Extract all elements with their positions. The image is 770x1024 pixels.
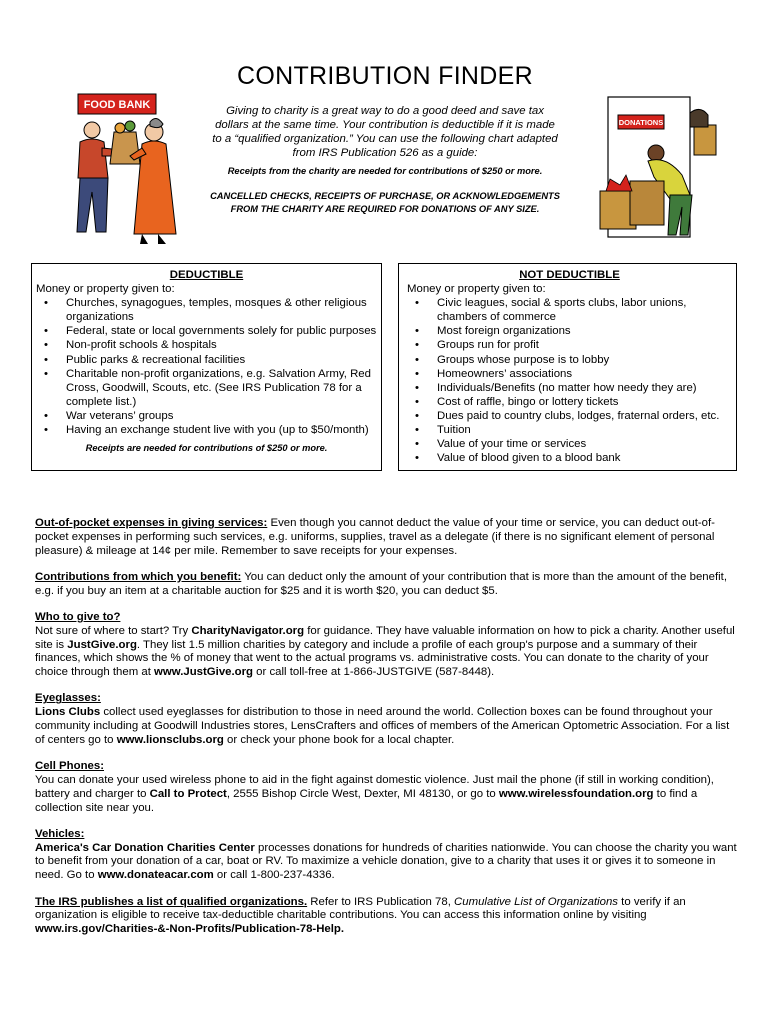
carried-box [694,125,716,155]
section-eyeglasses [35,692,740,747]
page-title: CONTRIBUTION FINDER [237,62,533,90]
list-item: • Most foreign organizations [407,324,732,338]
food-bank-illustration [50,92,190,252]
bag-vegetable [125,121,135,131]
list-item: • Non-profit schools & hospitals [36,338,377,352]
list-item: • Charitable non-profit organizations, e.g. Salvation Army, Red Cross, Goodwill, Scouts, etc. (See IRS Publication 78 for a complete list.) [36,367,377,409]
section-text: Not sure of where to start? Try [35,624,192,637]
not-deductible-heading: NOT DEDUCTIBLE [519,269,620,281]
section-text: or call toll-free at 1-866-JUSTGIVE (587-8448). [253,666,495,679]
list-item: • Value of blood given to a blood bank [407,451,732,465]
list-item: • Groups whose purpose is to lobby [407,353,732,367]
not-deductible-box [398,263,737,471]
man-head [84,122,100,138]
woman-shoes [140,234,166,244]
wirelessfoundation-link[interactable]: www.wirelessfoundation.org [498,787,654,800]
section-heading: Out-of-pocket expenses in giving services: [35,517,268,529]
section-heading: The IRS publishes a list of qualified organizations. [35,895,308,908]
list-item: • Homeowners’ associations [407,367,732,381]
not-deductible-list [407,296,732,465]
section-benefit [35,571,740,599]
section-irs [35,896,740,937]
donations-sign-text: DONATIONS [618,118,664,127]
list-item: • Groups run for profit [407,338,732,352]
list-item: • Federal, state or local governments solely for public purposes [36,324,377,338]
section-heading: Eyeglasses: [35,692,101,705]
section-text: , 2555 Bishop Circle West, Dexter, MI 48130, or go to [226,787,499,800]
deductible-list [36,296,377,437]
section-text: or call 1-800-237-4336. [213,869,335,882]
section-heading: Cell Phones: [35,760,104,773]
publication-title: Cumulative List of Organizations [454,895,619,908]
list-item: • Individuals/Benefits (no matter how needy they are) [407,381,732,395]
man-pants [77,178,108,232]
food-bank-sign-text: FOOD BANK [83,99,151,111]
intro-paragraph: Giving to charity is a great way to do a good deed and save tax dollars at the same time. Your contribution is deductible if it is made to a “qualified organization.” You can use the following chart adapted from IRS Publication 526 as a guide: [212,105,558,159]
kneeling-woman-head [648,145,664,161]
list-item: • Dues paid to country clubs, lodges, fraternal orders, etc. [407,409,732,423]
section-heading: Vehicles: [35,827,85,840]
justgive-link[interactable]: JustGive.org [67,638,137,651]
list-item: • Public parks & recreational facilities [36,353,377,367]
kneeling-woman-pants [668,195,692,235]
irs-link[interactable]: www.irs.gov/Charities-&-Non-Profits/Publication-78-Help. [35,923,345,936]
carrier-head [690,109,708,127]
section-out-of-pocket [35,517,740,558]
call-to-protect-name: Call to Protect [149,787,227,800]
deductible-receipts-note: Receipts are needed for contributions of $250 or more. [85,443,328,454]
section-text: for guidance. They have valuable information on how to pick a charity. Another useful site is [35,624,735,651]
section-text: or check your phone book for a local chapter. [223,733,455,746]
section-text: You can deduct only the amount of your contribution that is more than the amount of the benefit, e.g. if you buy an item at a charitable auction for $25 and it is worth $20, you can deduct $5. [35,570,727,597]
list-item: • Civic leagues, social & sports clubs, labor unions, chambers of commerce [407,296,732,324]
section-text: Even though you cannot deduct the value of your time or service, you can deduct out-of-pocket expenses in performing such services, e.g. uniforms, supplies, travel as a delegate (if there is no significant element of personal pleasure) & mileage at 14¢ per mile. Remember to save receipts for your expenses. [35,517,715,557]
body-sections [35,517,740,949]
not-deductible-lead: Money or property given to: [407,283,546,296]
section-text: collect used eyeglasses for distribution to those in need around the world. Collection boxes can be found throughout your community including at Goodwill Industries stores, LensCrafters and offices of members of the American Optometric Association. For a list of centers go to [35,706,730,746]
section-vehicles [35,828,740,883]
deductible-heading: DEDUCTIBLE [169,269,244,281]
section-heading: Who to give to? [35,610,121,623]
list-item: • Tuition [407,423,732,437]
section-text: processes donations for hundreds of charities nationwide. You can choose the charity you want to benefit from your donation of a car, boat or RV. To maximize a vehicle donation, give to a charity that uses it or gives it to someone in need. Go to [35,841,737,882]
section-who-to-give [35,611,740,680]
bag-fruit [115,123,125,133]
list-item: • War veterans’ groups [36,409,377,423]
donation-box-right [630,181,664,225]
man-shirt [78,139,108,178]
section-text: to find a collection site near you. [35,787,698,814]
car-donation-center-name: America's Car Donation Charities Center [35,841,255,854]
section-text: Refer to IRS Publication 78, [307,895,455,908]
section-cell-phones [35,760,740,815]
box-contents [606,175,632,191]
list-item: • Value of your time or services [407,437,732,451]
deductible-box [31,263,382,471]
lionsclubs-link[interactable]: www.lionsclubs.org [116,733,224,746]
deductible-lead: Money or property given to: [36,283,175,296]
justgive-www-link[interactable]: www.JustGive.org [154,666,253,679]
section-text: . They list 1.5 million charities by category and include a profile of each group's purpose and a summary of their finances, which shows the % of money that went to the actual programs vs. administrative costs. You can donate to the charity of your choice through them at [35,638,709,679]
receipts-note: Receipts from the charity are needed for contributions of $250 or more. [227,166,543,176]
section-text: to verify if an organization is eligible to receive tax-deductible charitable contributions. You can access this information online by visiting [35,895,686,922]
section-heading: Contributions from which you benefit: [35,570,242,583]
woman-hair [150,118,163,127]
cancelled-checks-note: CANCELLED CHECKS, RECEIPTS OF PURCHASE, OR ACKNOWLEDGEMENTS FROM THE CHARITY ARE REQUIRED FOR DONATIONS OF ANY SIZE. [210,191,560,214]
lions-clubs-name: Lions Clubs [35,706,101,719]
list-item: • Churches, synagogues, temples, mosques & other religious organizations [36,296,377,324]
list-item: • Cost of raffle, bingo or lottery tickets [407,395,732,409]
donations-illustration [596,95,726,245]
section-text: You can donate your used wireless phone to aid in the fight against domestic violence. Just mail the phone (if still in working condition), battery and charger to [35,773,714,800]
list-item: • Having an exchange student live with you (up to $50/month) [36,423,377,437]
donateacar-link[interactable]: www.donateacar.com [97,869,214,882]
charitynavigator-link[interactable]: CharityNavigator.org [191,624,305,637]
